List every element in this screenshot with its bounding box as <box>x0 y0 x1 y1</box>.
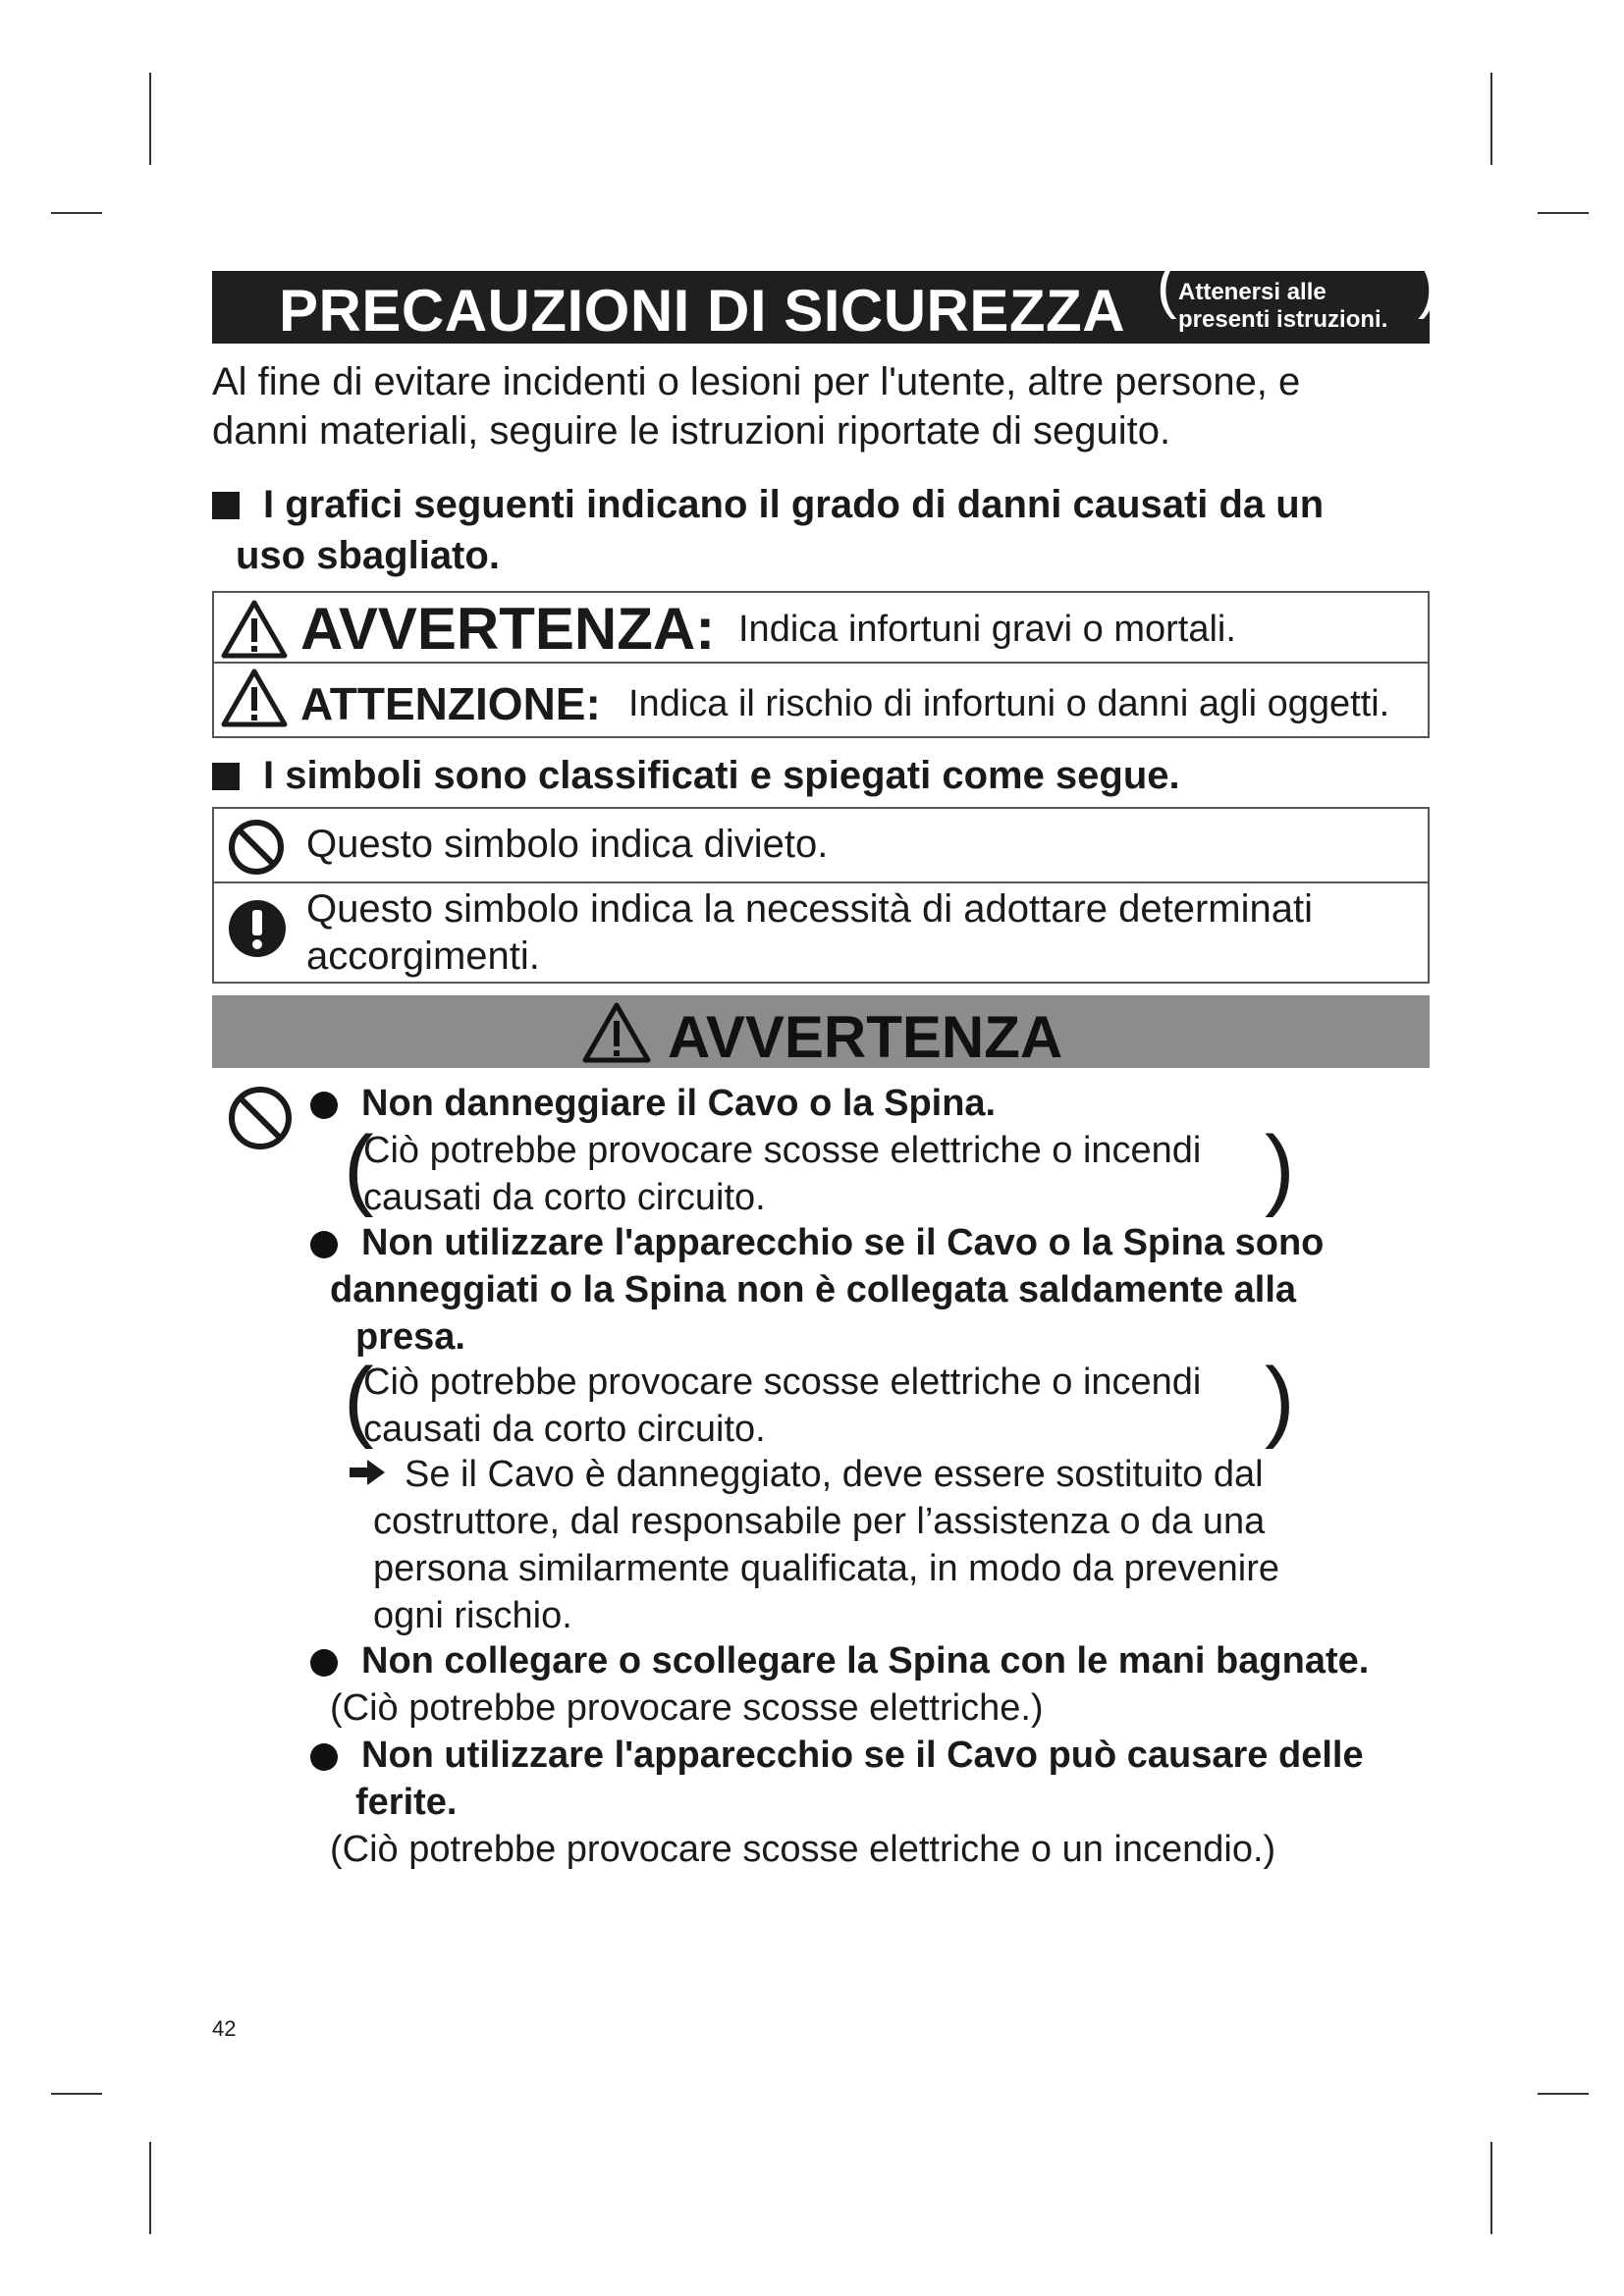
table-row <box>214 809 1428 881</box>
warning-item-note: (Ciò potrebbe provocare scosse elettriche.) <box>330 1687 1044 1729</box>
crop-mark <box>1538 212 1589 214</box>
signal-words-table <box>212 591 1430 738</box>
open-paren: ( <box>1157 252 1177 320</box>
symbols-table <box>212 807 1430 984</box>
title-note-line2: presenti istruzioni. <box>1178 306 1388 333</box>
warning-item-note: (Ciò potrebbe provocare scosse elettriche o un incendio.) <box>330 1829 1276 1870</box>
warning-item-note: causati da corto circuito. <box>363 1177 766 1218</box>
signal-word-description: Indica il rischio di infortuni o danni agli oggetti. <box>628 683 1390 724</box>
crop-mark <box>149 2142 151 2234</box>
close-bracket: ) <box>1265 1350 1295 1450</box>
intro-line: danni materiali, seguire le istruzioni riportate di seguito. <box>212 409 1171 453</box>
bullet-icon <box>310 1231 338 1258</box>
crop-mark <box>51 212 102 214</box>
warning-section-bar <box>212 995 1430 1068</box>
intro-paragraph <box>212 357 1430 455</box>
crop-mark <box>149 73 151 165</box>
crop-mark <box>1490 73 1492 165</box>
warning-section-title: AVVERTENZA <box>668 1004 1063 1070</box>
warning-item-heading: danneggiati o la Spina non è collegata saldamente alla <box>330 1269 1297 1310</box>
section-heading: I grafici seguenti indicano il grado di danni causati da un uso sbagliato. <box>212 479 1430 581</box>
table-row <box>214 664 1428 738</box>
page-title: PRECAUZIONI DI SICUREZZA <box>279 278 1126 344</box>
crop-mark <box>1490 2142 1492 2234</box>
warning-item-heading: Non collegare o scollegare la Spina con le mani bagnate. <box>361 1640 1370 1682</box>
open-bracket: ( <box>344 1118 374 1218</box>
page-number: 42 <box>212 2016 237 2041</box>
warning-item-subnote: Se il Cavo è danneggiato, deve essere sostituito dal <box>405 1454 1264 1495</box>
intro-line: Al fine di evitare incidenti o lesioni per l'utente, altre persone, e <box>212 360 1301 403</box>
prohibition-icon <box>228 1086 293 1150</box>
table-row <box>214 883 1428 984</box>
bullet-icon <box>310 1649 338 1677</box>
warning-item-subnote: persona similarmente qualificata, in modo da prevenire <box>373 1548 1280 1589</box>
mandatory-action-icon <box>228 899 287 958</box>
square-bullet-icon <box>212 492 240 519</box>
prohibition-icon <box>228 819 285 876</box>
close-bracket: ) <box>1265 1118 1295 1218</box>
warning-item-heading: Non danneggiare il Cavo o la Spina. <box>361 1083 997 1124</box>
warning-item-heading: ferite. <box>355 1782 458 1823</box>
signal-word-warning: AVVERTENZA: <box>300 596 716 662</box>
title-note-line1: Attenersi alle <box>1178 279 1326 305</box>
bullet-icon <box>310 1743 338 1771</box>
section-heading-line: uso sbagliato. <box>236 534 500 577</box>
arrow-right-icon <box>348 1459 387 1486</box>
symbol-description: Questo simbolo indica divieto. <box>306 823 829 866</box>
symbol-description: Questo simbolo indica la necessità di adottare determinati accorgimenti. <box>306 887 1313 978</box>
section-heading: I simboli sono classificati e spiegati come segue. <box>212 750 1430 801</box>
warning-item-subnote: ogni rischio. <box>373 1595 572 1636</box>
square-bullet-icon <box>212 763 240 790</box>
warning-triangle-icon <box>220 599 289 660</box>
warning-item-note: causati da corto circuito. <box>363 1409 766 1450</box>
close-paren: ) <box>1418 252 1438 320</box>
crop-mark <box>1538 2093 1589 2095</box>
bullet-icon <box>310 1092 338 1119</box>
warning-item-heading: Non utilizzare l'apparecchio se il Cavo o la Spina sono <box>361 1222 1325 1263</box>
signal-word-description: Indica infortuni gravi o mortali. <box>738 609 1236 650</box>
signal-word-caution: ATTENZIONE: <box>300 678 601 729</box>
warning-item-heading: presa. <box>355 1316 465 1358</box>
warning-item-heading: Non utilizzare l'apparecchio se il Cavo può causare delle <box>361 1735 1364 1776</box>
warning-item-subnote: costruttore, dal responsabile per l’assistenza o da una <box>373 1501 1266 1542</box>
title-bar <box>212 252 1438 344</box>
warning-item-note: Ciò potrebbe provocare scosse elettriche o incendi <box>363 1362 1202 1403</box>
caution-triangle-icon <box>220 667 289 728</box>
crop-mark <box>51 2093 102 2095</box>
warning-item-note: Ciò potrebbe provocare scosse elettriche o incendi <box>363 1130 1202 1171</box>
warning-triangle-icon <box>581 1001 652 1064</box>
table-row <box>214 593 1428 664</box>
open-bracket: ( <box>344 1350 374 1450</box>
